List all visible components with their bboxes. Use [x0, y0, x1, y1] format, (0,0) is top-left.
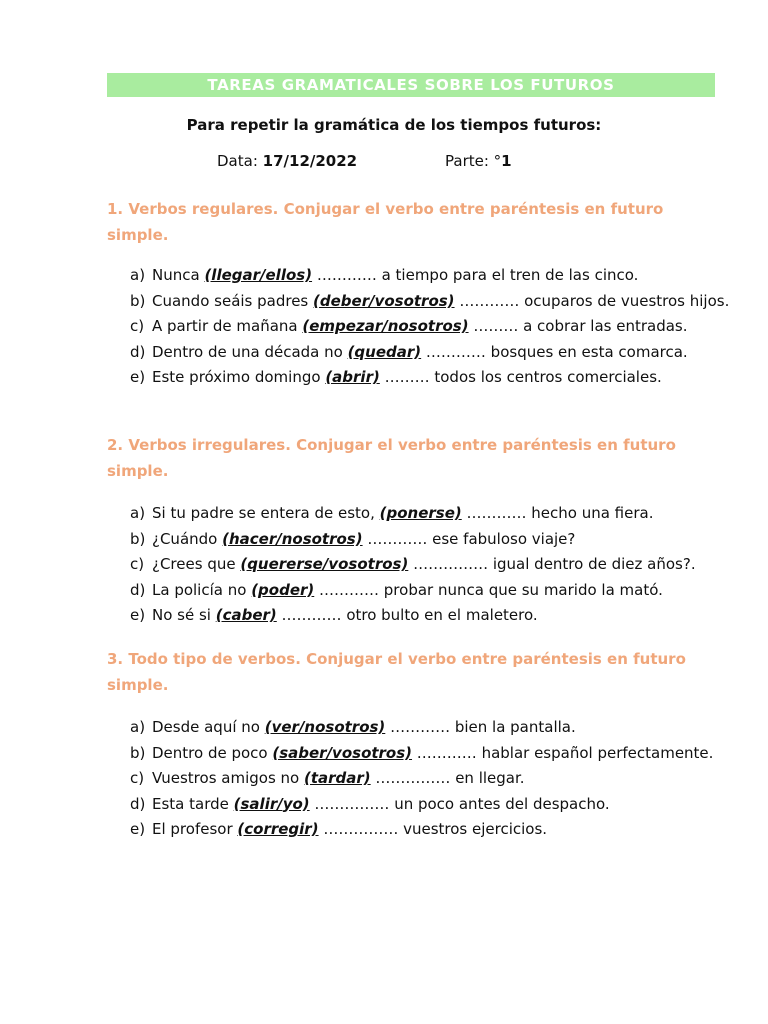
- sentence-start: Desde aquí no: [152, 718, 265, 736]
- worksheet-banner: TAREAS GRAMATICALES SOBRE LOS FUTUROS: [107, 73, 715, 97]
- sentence-end: ………… bosques en esta comarca.: [421, 342, 688, 361]
- verb-prompt: (deber/vosotros): [313, 291, 455, 310]
- verb-prompt: (ponerse): [379, 504, 462, 522]
- sentence-end: ………… otro bulto en el maletero.: [276, 606, 538, 624]
- verb-prompt: (quererse/vosotros): [240, 555, 409, 573]
- sentence-end: …………… un poco antes del despacho.: [309, 794, 610, 813]
- exercise-item: [130, 578, 730, 604]
- sentence-end: ………… ocuparos de vuestros hijos.: [454, 291, 730, 310]
- worksheet-subtitle: Para repetir la gramática de los tiempos futuros:: [186, 116, 602, 134]
- sentence-end: ………… hablar español perfectamente.: [412, 743, 714, 762]
- exercise-item: [130, 263, 730, 289]
- sentence-start: ¿Crees que: [152, 555, 241, 573]
- item-marker: a): [130, 266, 146, 284]
- date-line: [217, 152, 357, 170]
- sentence-start: Dentro de una década no: [152, 342, 348, 361]
- item-marker: b): [130, 743, 146, 762]
- sentence-start: Si tu padre se entera de esto,: [152, 504, 380, 522]
- part-value: 1: [501, 152, 512, 170]
- sentence-end: ………… probar nunca que su marido la mató.: [314, 580, 663, 599]
- item-text: [152, 741, 730, 767]
- exercise-item: [130, 766, 730, 792]
- verb-prompt: (salir/yo): [233, 794, 310, 813]
- part-line: [445, 152, 512, 170]
- item-text: [152, 792, 730, 818]
- sentence-end: ………… a tiempo para el tren de las cinco.: [312, 266, 639, 284]
- exercise-item: [130, 817, 730, 843]
- date-label: Data:: [217, 152, 258, 170]
- sentence-end: ……… a cobrar las entradas.: [468, 317, 688, 335]
- sentence-end: ………… bien la pantalla.: [385, 718, 576, 736]
- exercise-item: [130, 501, 730, 527]
- verb-prompt: (ver/nosotros): [264, 718, 386, 736]
- item-text: [152, 527, 730, 553]
- verb-prompt: (corregir): [237, 820, 319, 838]
- section-1-exercises: [130, 263, 730, 391]
- sentence-start: No sé si: [152, 606, 216, 624]
- item-marker: b): [130, 529, 146, 548]
- exercise-item: [130, 741, 730, 767]
- sentence-start: ¿Cuándo: [152, 529, 223, 548]
- exercise-item: [130, 603, 730, 629]
- verb-prompt: (llegar/ellos): [204, 266, 313, 284]
- section-3-exercises: [130, 715, 730, 843]
- verb-prompt: (saber/vosotros): [272, 743, 413, 762]
- section-1-title: 1. Verbos regulares. Conjugar el verbo entre paréntesis en futuro simple.: [107, 200, 664, 244]
- item-marker: d): [130, 342, 146, 361]
- item-text: [152, 340, 730, 366]
- sentence-start: A partir de mañana: [152, 317, 303, 335]
- item-marker: e): [130, 368, 146, 386]
- sentence-start: Vuestros amigos no: [152, 769, 304, 787]
- exercise-item: [130, 715, 730, 741]
- item-marker: c): [130, 555, 145, 573]
- sentence-start: Dentro de poco: [152, 743, 273, 762]
- date-value: 17/12/2022: [262, 152, 358, 170]
- item-marker: b): [130, 291, 146, 310]
- sentence-start: Este próximo domingo: [152, 368, 326, 386]
- verb-prompt: (poder): [251, 580, 315, 599]
- exercise-item: [130, 314, 730, 340]
- exercise-item: [130, 792, 730, 818]
- verb-prompt: (caber): [215, 606, 277, 624]
- verb-prompt: (empezar/nosotros): [302, 317, 469, 335]
- item-text: [152, 766, 730, 792]
- item-text: [152, 603, 730, 629]
- sentence-start: Esta tarde: [152, 794, 234, 813]
- sentence-start: Cuando seáis padres: [152, 291, 314, 310]
- sentence-end: …………… en llegar.: [370, 769, 525, 787]
- item-marker: c): [130, 317, 145, 335]
- section-3-title: 3. Todo tipo de verbos. Conjugar el verbo entre paréntesis en futuro simple.: [107, 650, 686, 694]
- item-text: [152, 365, 730, 391]
- item-marker: e): [130, 606, 146, 624]
- verb-prompt: (hacer/nosotros): [222, 529, 363, 548]
- item-marker: d): [130, 580, 146, 599]
- verb-prompt: (quedar): [347, 342, 422, 361]
- exercise-item: [130, 289, 730, 315]
- section-2-title: 2. Verbos irregulares. Conjugar el verbo entre paréntesis en futuro simple.: [107, 436, 676, 480]
- sentence-end: ………… ese fabuloso viaje?: [362, 529, 576, 548]
- item-text: [152, 501, 730, 527]
- item-marker: e): [130, 820, 146, 838]
- item-marker: c): [130, 769, 145, 787]
- item-text: [152, 289, 730, 315]
- exercise-item: [130, 527, 730, 553]
- verb-prompt: (abrir): [325, 368, 380, 386]
- section-2-exercises: [130, 501, 730, 629]
- sentence-end: …………… vuestros ejercicios.: [318, 820, 548, 838]
- sentence-start: Nunca: [152, 266, 205, 284]
- item-text: [152, 817, 730, 843]
- sentence-end: ……… todos los centros comerciales.: [379, 368, 662, 386]
- item-text: [152, 578, 730, 604]
- exercise-item: [130, 340, 730, 366]
- sentence-end: ………… hecho una fiera.: [461, 504, 654, 522]
- sentence-end: …………… igual dentro de diez años?.: [408, 555, 696, 573]
- exercise-item: [130, 365, 730, 391]
- exercise-item: [130, 552, 730, 578]
- item-text: [152, 314, 730, 340]
- item-text: [152, 552, 730, 578]
- item-text: [152, 715, 730, 741]
- item-marker: a): [130, 718, 146, 736]
- verb-prompt: (tardar): [303, 769, 371, 787]
- sentence-start: El profesor: [152, 820, 238, 838]
- part-label: Parte: °: [445, 152, 502, 170]
- item-marker: a): [130, 504, 146, 522]
- item-marker: d): [130, 794, 146, 813]
- item-text: [152, 263, 730, 289]
- sentence-start: La policía no: [152, 580, 252, 599]
